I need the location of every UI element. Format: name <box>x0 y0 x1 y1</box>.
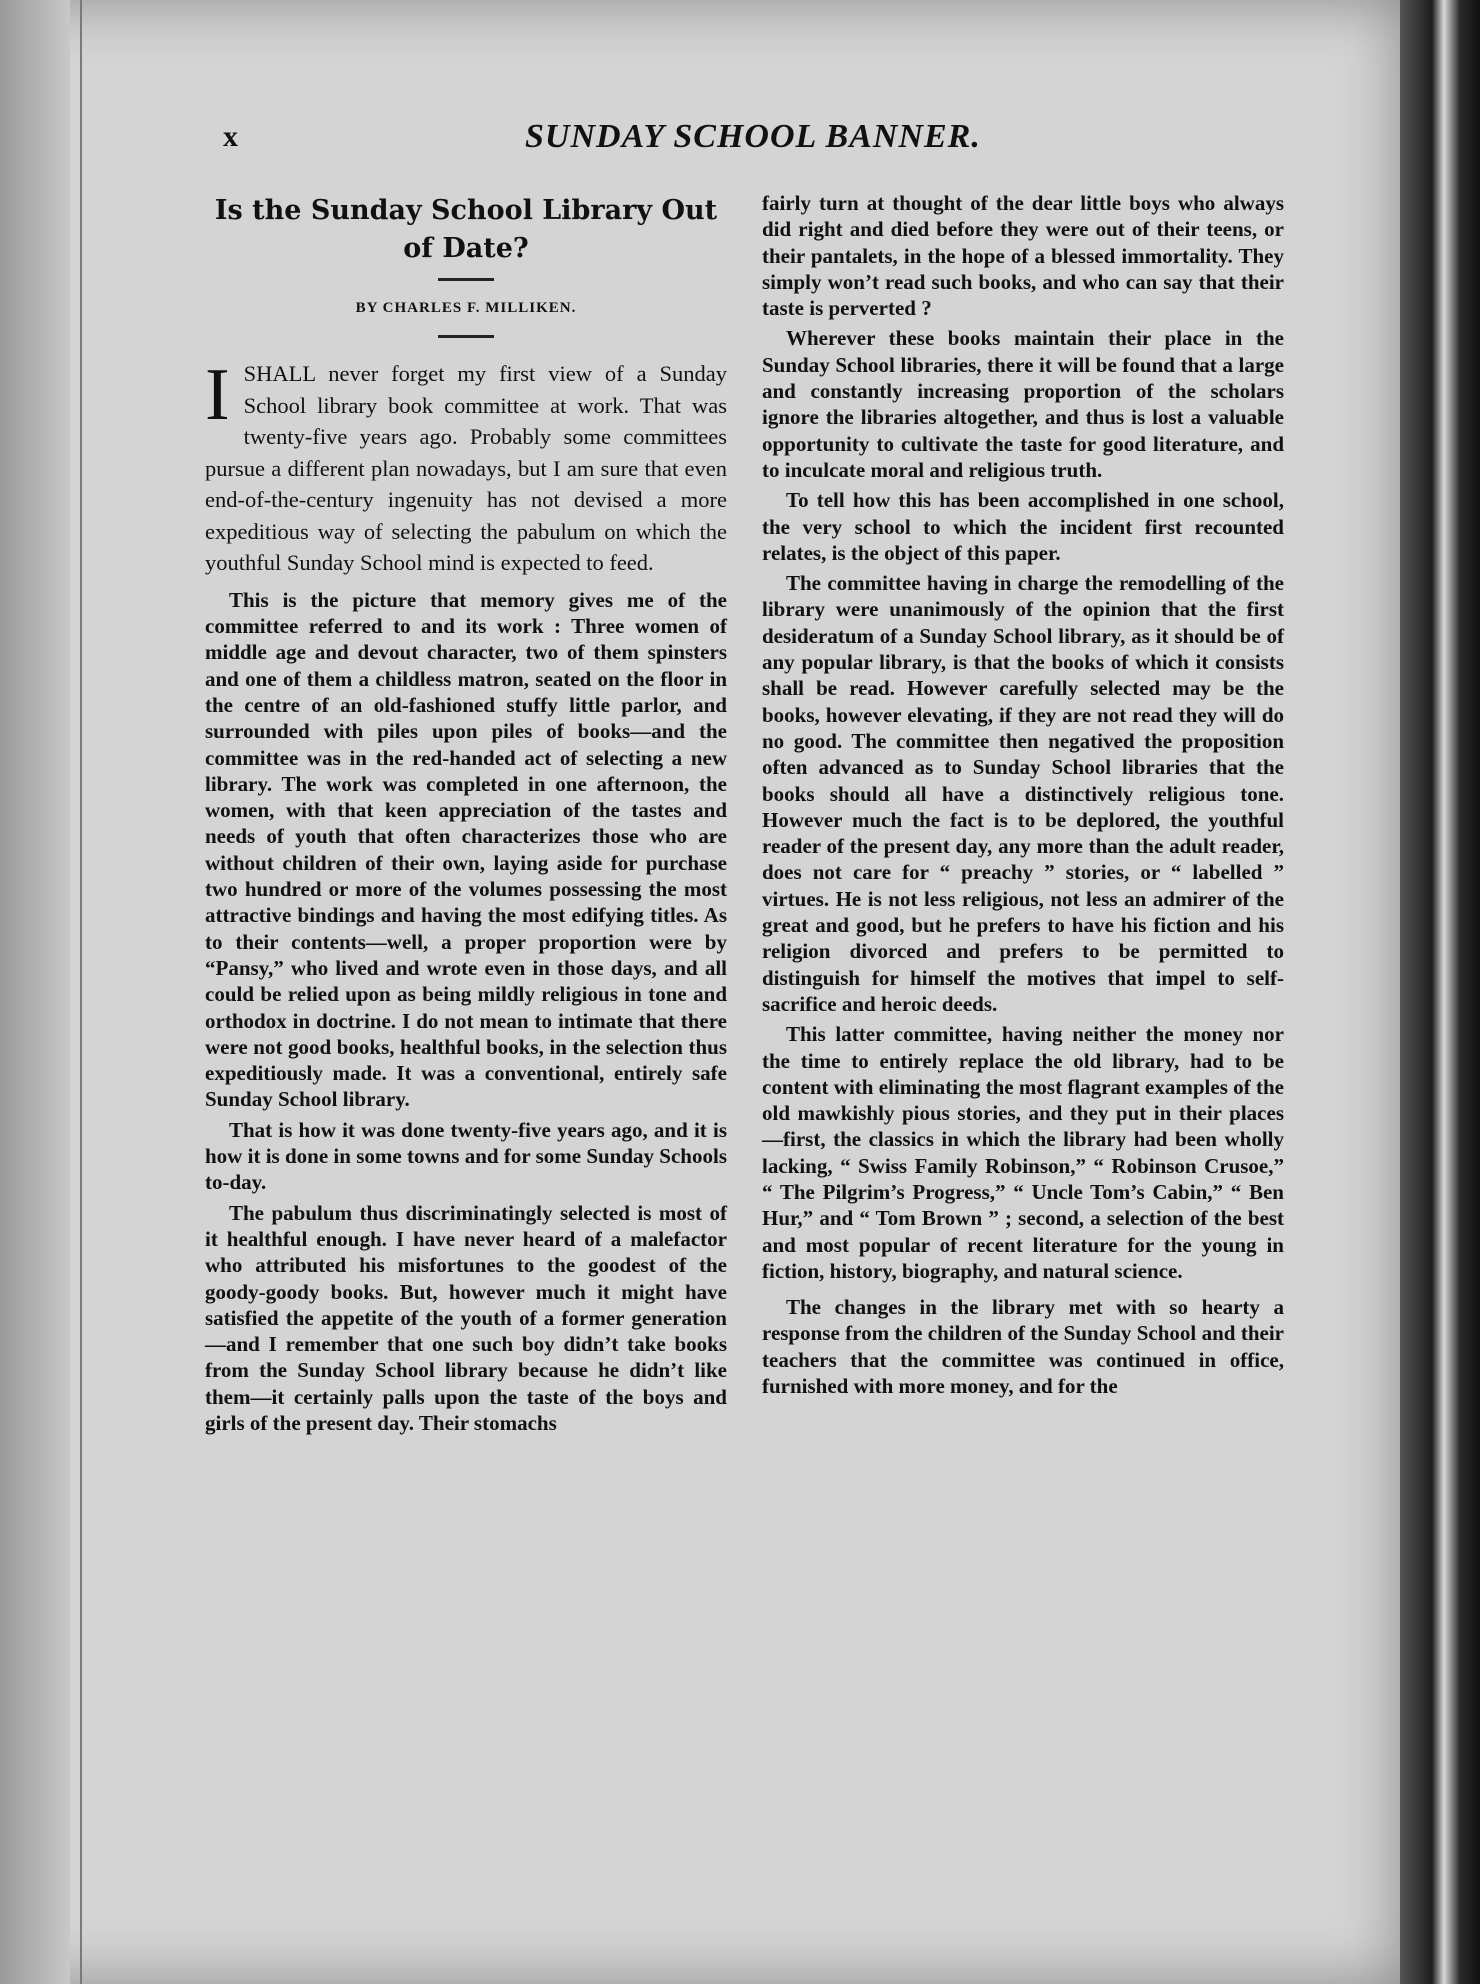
page-header <box>205 118 1275 158</box>
byline-rule <box>438 335 494 338</box>
page-edge-shadow <box>0 0 70 1984</box>
running-head: SUNDAY SCHOOL BANNER. <box>525 118 981 155</box>
paragraph: That is how it was done twenty-five years ago, and it is how it is done in some towns and for some Sunday Schools to-day. <box>205 1117 727 1195</box>
paragraph: This latter committee, having neither the money nor the time to entirely replace the old library, had to be content with eliminating the most flagrant examples of the old mawkishly pious stories, and they put in their places—first, the classics in which the library had been wholly lacking, “ Swiss Family Robinson,” “ Robinson Crusoe,” “ The Pilgrim’s Progress,” “ Uncle Tom’s Cabin,” “ Ben Hur,” and “ Tom Brown ” ; second, a selection of the best and most popular of recent literature for the young in fiction, history, biography, and natural science. <box>762 1022 1284 1283</box>
page-border-line <box>80 0 82 1984</box>
article-byline: BY CHARLES F. MILLIKEN. <box>355 300 577 316</box>
paragraph: Wherever these books maintain their place in the Sunday School libraries, there it will be found that a large and constantly increasing proportion of the scholars ignore the libraries altogether, and thus is lost a valuable opportunity to cultivate the taste for good literature, and to inculcate moral and religious truth. <box>762 326 1284 482</box>
article-title: Is the Sunday School Library Out of Date? <box>214 195 718 264</box>
title-rule <box>438 278 494 281</box>
left-column <box>205 190 727 1440</box>
book-gutter <box>1400 0 1480 1984</box>
drop-cap: I <box>205 354 230 437</box>
page-number: x <box>223 120 238 153</box>
lead-text: SHALL never forget my first view of a Sunday School library book committee at work. That was twenty-five years ago. Probably some committees pursue a different plan nowadays, but I am sure that even end-of-the-century ingenuity has not devised a more expeditious way of selecting the pabulum on which the youthful Sunday School mind is expected to feed. <box>205 361 727 576</box>
paragraph: fairly turn at thought of the dear little boys who always did right and died before they were out of their teens, or their pantalets, in the hope of a blessed immortality. They simply won’t read such books, and who can say that their taste is perverted ? <box>762 191 1284 321</box>
paragraph: To tell how this has been accomplished in one school, the very school to which the incident first recounted relates, is the object of this paper. <box>762 488 1284 565</box>
paragraph: The committee having in charge the remodelling of the library were unanimously of the opinion that the first desideratum of a Sunday School library, as it should be of any popular library, is that the books of which it consists shall be read. However carefully selected may be the books, however elevating, if they are not read they will do no good. The committee then negatived the proposition often advanced as to Sunday School libraries that the books should all have a distinctively religious tone. However much the fact is to be deplored, the youthful reader of the present day, any more than the adult reader, does not care for “ preachy ” stories, or “ labelled ” virtues. He is not less religious, not less an admirer of the great and good, but he prefers to have his fiction and his religion divorced and prefers to be permitted to distinguish for himself the motives that impel to self-sacrifice and heroic deeds. <box>762 571 1284 1016</box>
paragraph: This is the picture that memory gives me of the committee referred to and its work : Three women of middle age and devout character, two of them spinsters and one of them a childless matron, seated on the floor in the centre of an old-fashioned stuffy little parlor, and surrounded with piles upon piles of books—and the committee was in the red-handed act of selecting a new library. The work was completed in one afternoon, the women, with that keen appreciation of the tastes and needs of youth that often characterizes those who are without children of their own, laying aside for purchase two hundred or more of the volumes possessing the most attractive bindings and having the most edifying titles. As to their contents—well, a proper proportion were by “Pansy,” who lived and wrote even in those days, and all could be relied upon as being mildly religious in tone and orthodox in doctrine. I do not mean to intimate that there were not good books, healthful books, in the selection thus expeditiously made. It was a conventional, entirely safe Sunday School library. <box>205 587 727 1112</box>
right-column <box>762 190 1284 1403</box>
lead-paragraph <box>205 354 727 579</box>
paragraph: The pabulum thus discriminatingly selected is most of it healthful enough. I have never heard of a malefactor who attributed his misfortunes to the goodest of the goody-goody books. But, however much it might have satisfied the appetite of the youth of a former generation—and I remember that one such boy didn’t take books from the Sunday School library because he didn’t like them—it certainly palls upon the taste of the boys and girls of the present day. Their stomachs <box>205 1200 727 1435</box>
paragraph: The changes in the library met with so hearty a response from the children of the Sunday School and their teachers that the committee was continued in office, furnished with more money, and for the <box>762 1295 1284 1399</box>
